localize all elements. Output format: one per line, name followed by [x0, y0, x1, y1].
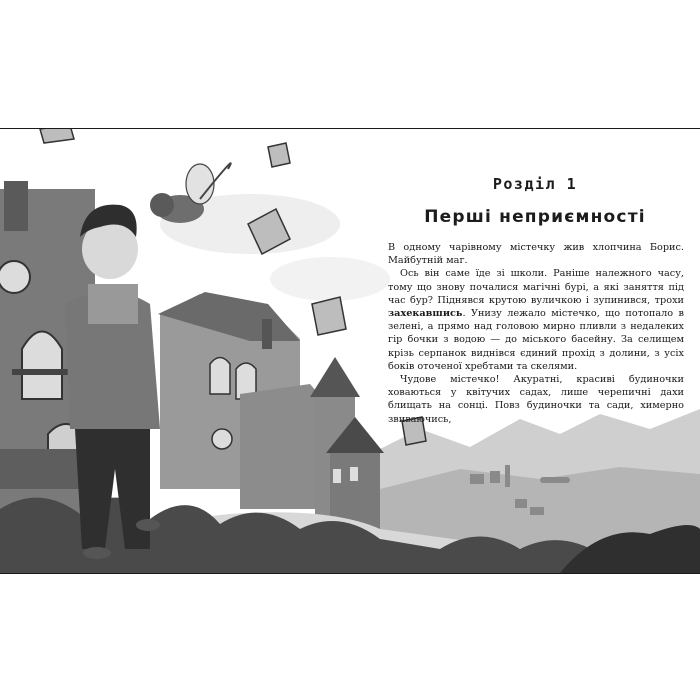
- paragraph-3: Чудове містечко! Акуратні, красиві будиночки ховаються у квітучих садах, лише черепичні дахи блищать на сонці. Повз будиночки та сади, химерно звиваючись,: [388, 374, 684, 425]
- middle-houses: [158, 292, 340, 509]
- tower: [310, 357, 384, 529]
- paragraph-2: Ось він саме їде зі школи. Раніше належного часу, тому що знову почалися магічні бурі, а які заняття під час бур? Піднявся крутою вуличкою і зупинився, трохи захекавшись. Унизу лежало містечко, що потопало в зелені, а прямо над головою мирно пливли з недалеких гір бочки з водою — до міського басейну. За селищем крізь серпанок виднівся єдиний прохід з долини, з усіх боків оточеної хребтами та скелями.: [388, 268, 684, 372]
- paragraph-1: В одному чарівному містечку жив хлопчина Борис. Майбутній маг.: [388, 242, 684, 267]
- chapter-title: Перші неприємності: [424, 207, 646, 227]
- book-spread: [0, 128, 700, 574]
- bold-word: захекавшись: [388, 308, 463, 320]
- chapter-body: [388, 241, 684, 426]
- chapter-label: Розділ 1: [492, 175, 578, 193]
